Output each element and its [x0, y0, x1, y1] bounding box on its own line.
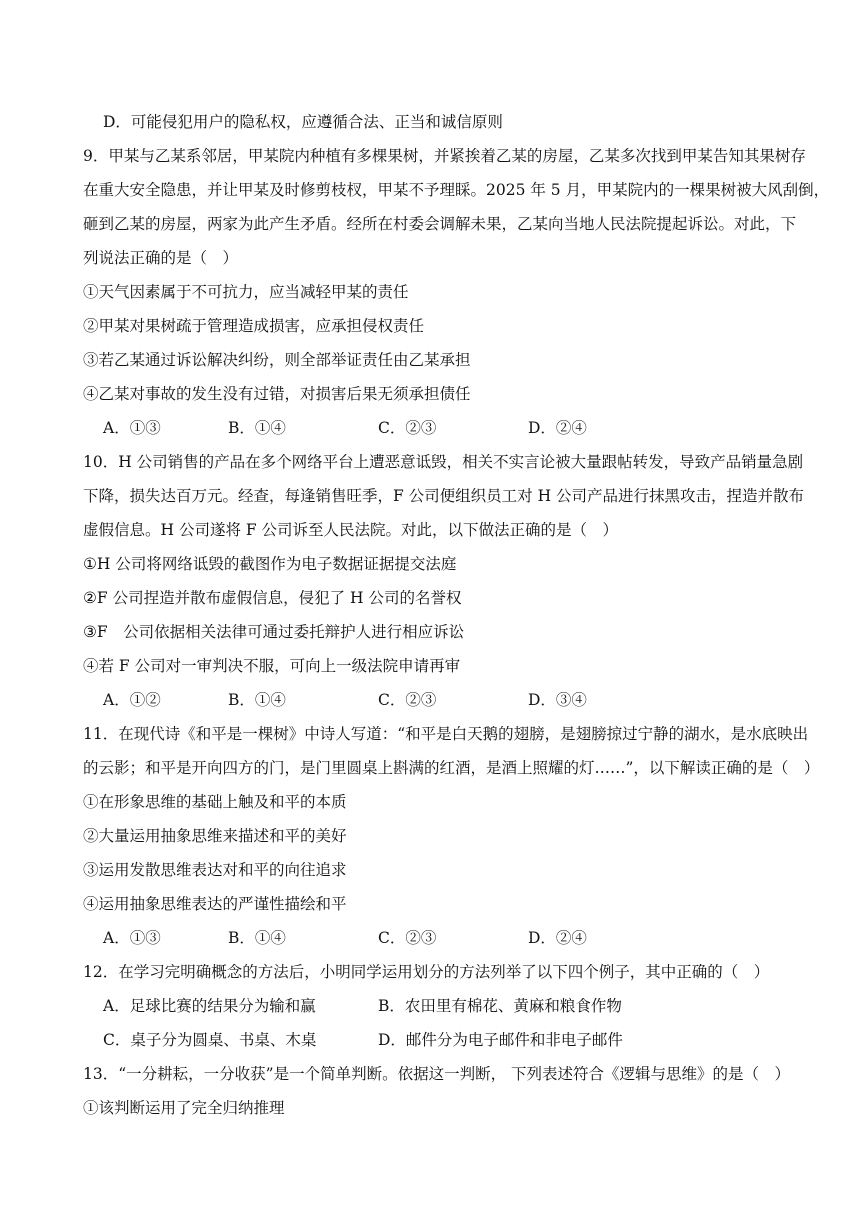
- q11-statement: ①在形象思维的基础上触及和平的本质: [83, 793, 347, 811]
- q12-option-c[interactable]: C．桌子分为圆桌、书桌、木桌: [103, 1031, 317, 1049]
- q9-option-a[interactable]: A．①③: [103, 419, 161, 437]
- q9-stem-line: 列说法正确的是（ ）: [83, 249, 239, 267]
- q9-statement: ①天气因素属于不可抗力，应当减轻甲某的责任: [83, 283, 409, 301]
- q13-stem: 13．“一分耕耘，一分收获”是一个简单判断。依据这一判断， 下列表述符合《逻辑与思维》的是（ ）: [83, 1065, 791, 1083]
- q11-options: [103, 928, 783, 948]
- q11-statement: ②大量运用抽象思维来描述和平的美好: [83, 827, 347, 845]
- q9-statement: ③若乙某通过诉讼解决纠纷，则全部举证责任由乙某承担: [83, 351, 471, 369]
- q11-statement: ④运用抽象思维表达的严谨性描绘和平: [83, 895, 347, 913]
- q12-options-row-1: [103, 996, 783, 1016]
- q9-stem-line: 9．甲某与乙某系邻居，甲某院内种植有多棵果树，并紧挨着乙某的房屋，乙某多次找到甲某告知其果树存: [83, 147, 806, 165]
- q11-option-d[interactable]: D．②④: [528, 929, 587, 947]
- q10-stem-line: 下降，损失达百万元。经查，每逢销售旺季，F 公司便组织员工对 H 公司产品进行抹黑攻击，捏造并散布: [83, 487, 805, 505]
- q9-options: [103, 418, 783, 438]
- q11-stem-line: 11．在现代诗《和平是一棵树》中诗人写道：“和平是白天鹅的翅膀，是翅膀掠过宁静的湖水，是水底映出: [83, 725, 809, 743]
- q10-option-a[interactable]: A．①②: [103, 691, 161, 709]
- q9-option-b[interactable]: B．①④: [228, 419, 286, 437]
- q12-option-d[interactable]: D．邮件分为电子邮件和非电子邮件: [378, 1031, 623, 1049]
- q13-statement: ①该判断运用了完全归纳推理: [83, 1099, 285, 1117]
- q10-options: [103, 690, 783, 710]
- q10-statement: ①H 公司将网络诋毁的截图作为电子数据证据提交法庭: [83, 555, 457, 573]
- q10-statement: ④若 F 公司对一审判决不服，可向上一级法院申请再审: [83, 657, 461, 675]
- q10-option-b[interactable]: B．①④: [228, 691, 286, 709]
- q11-option-a[interactable]: A．①③: [103, 929, 161, 947]
- q12-option-a[interactable]: A．足球比赛的结果分为输和赢: [103, 997, 316, 1015]
- q10-option-c[interactable]: C．②③: [378, 691, 437, 709]
- q9-option-d[interactable]: D．②④: [528, 419, 587, 437]
- q10-statement: ②F 公司捏造并散布虚假信息，侵犯了 H 公司的名誉权: [83, 589, 462, 607]
- q11-stem-line: 的云影；和平是开向四方的门，是门里圆桌上斟满的红酒，是酒上照耀的灯……”，以下解读正确的是（ ）: [83, 759, 820, 777]
- q12-stem: 12．在学习完明确概念的方法后，小明同学运用划分的方法列举了以下四个例子，其中正确的（ ）: [83, 963, 770, 981]
- q10-stem-line: 虚假信息。H 公司遂将 F 公司诉至人民法院。对此，以下做法正确的是（ ）: [83, 521, 619, 539]
- q12-option-b[interactable]: B．农田里有棉花、黄麻和粮食作物: [378, 997, 622, 1015]
- q8-option-d: D．可能侵犯用户的隐私权，应遵循合法、正当和诚信原则: [103, 113, 503, 131]
- q9-statement: ④乙某对事故的发生没有过错，对损害后果无须承担债任: [83, 385, 471, 403]
- q11-option-c[interactable]: C．②③: [378, 929, 437, 947]
- q9-stem-line: 在重大安全隐患，并让甲某及时修剪枝杈，甲某不予理睬。2025 年 5 月，甲某院内的一棵果树被大风刮倒，: [83, 181, 830, 199]
- q9-statement: ②甲某对果树疏于管理造成损害，应承担侵权责任: [83, 317, 425, 335]
- q11-option-b[interactable]: B．①④: [228, 929, 286, 947]
- q10-option-d[interactable]: D．③④: [528, 691, 587, 709]
- q9-option-c[interactable]: C．②③: [378, 419, 437, 437]
- q11-statement: ③运用发散思维表达对和平的向往追求: [83, 861, 347, 879]
- q10-stem-line: 10．H 公司销售的产品在多个网络平台上遭恶意诋毁，相关不实言论被大量跟帖转发，导致产品销量急剧: [83, 453, 804, 471]
- q12-options-row-2: [103, 1030, 783, 1050]
- q10-statement: ③F 公司依据相关法律可通过委托辩护人进行相应诉讼: [83, 623, 465, 641]
- q9-stem-line: 砸到乙某的房屋，两家为此产生矛盾。经所在村委会调解未果，乙某向当地人民法院提起诉讼。对此，下: [83, 215, 797, 233]
